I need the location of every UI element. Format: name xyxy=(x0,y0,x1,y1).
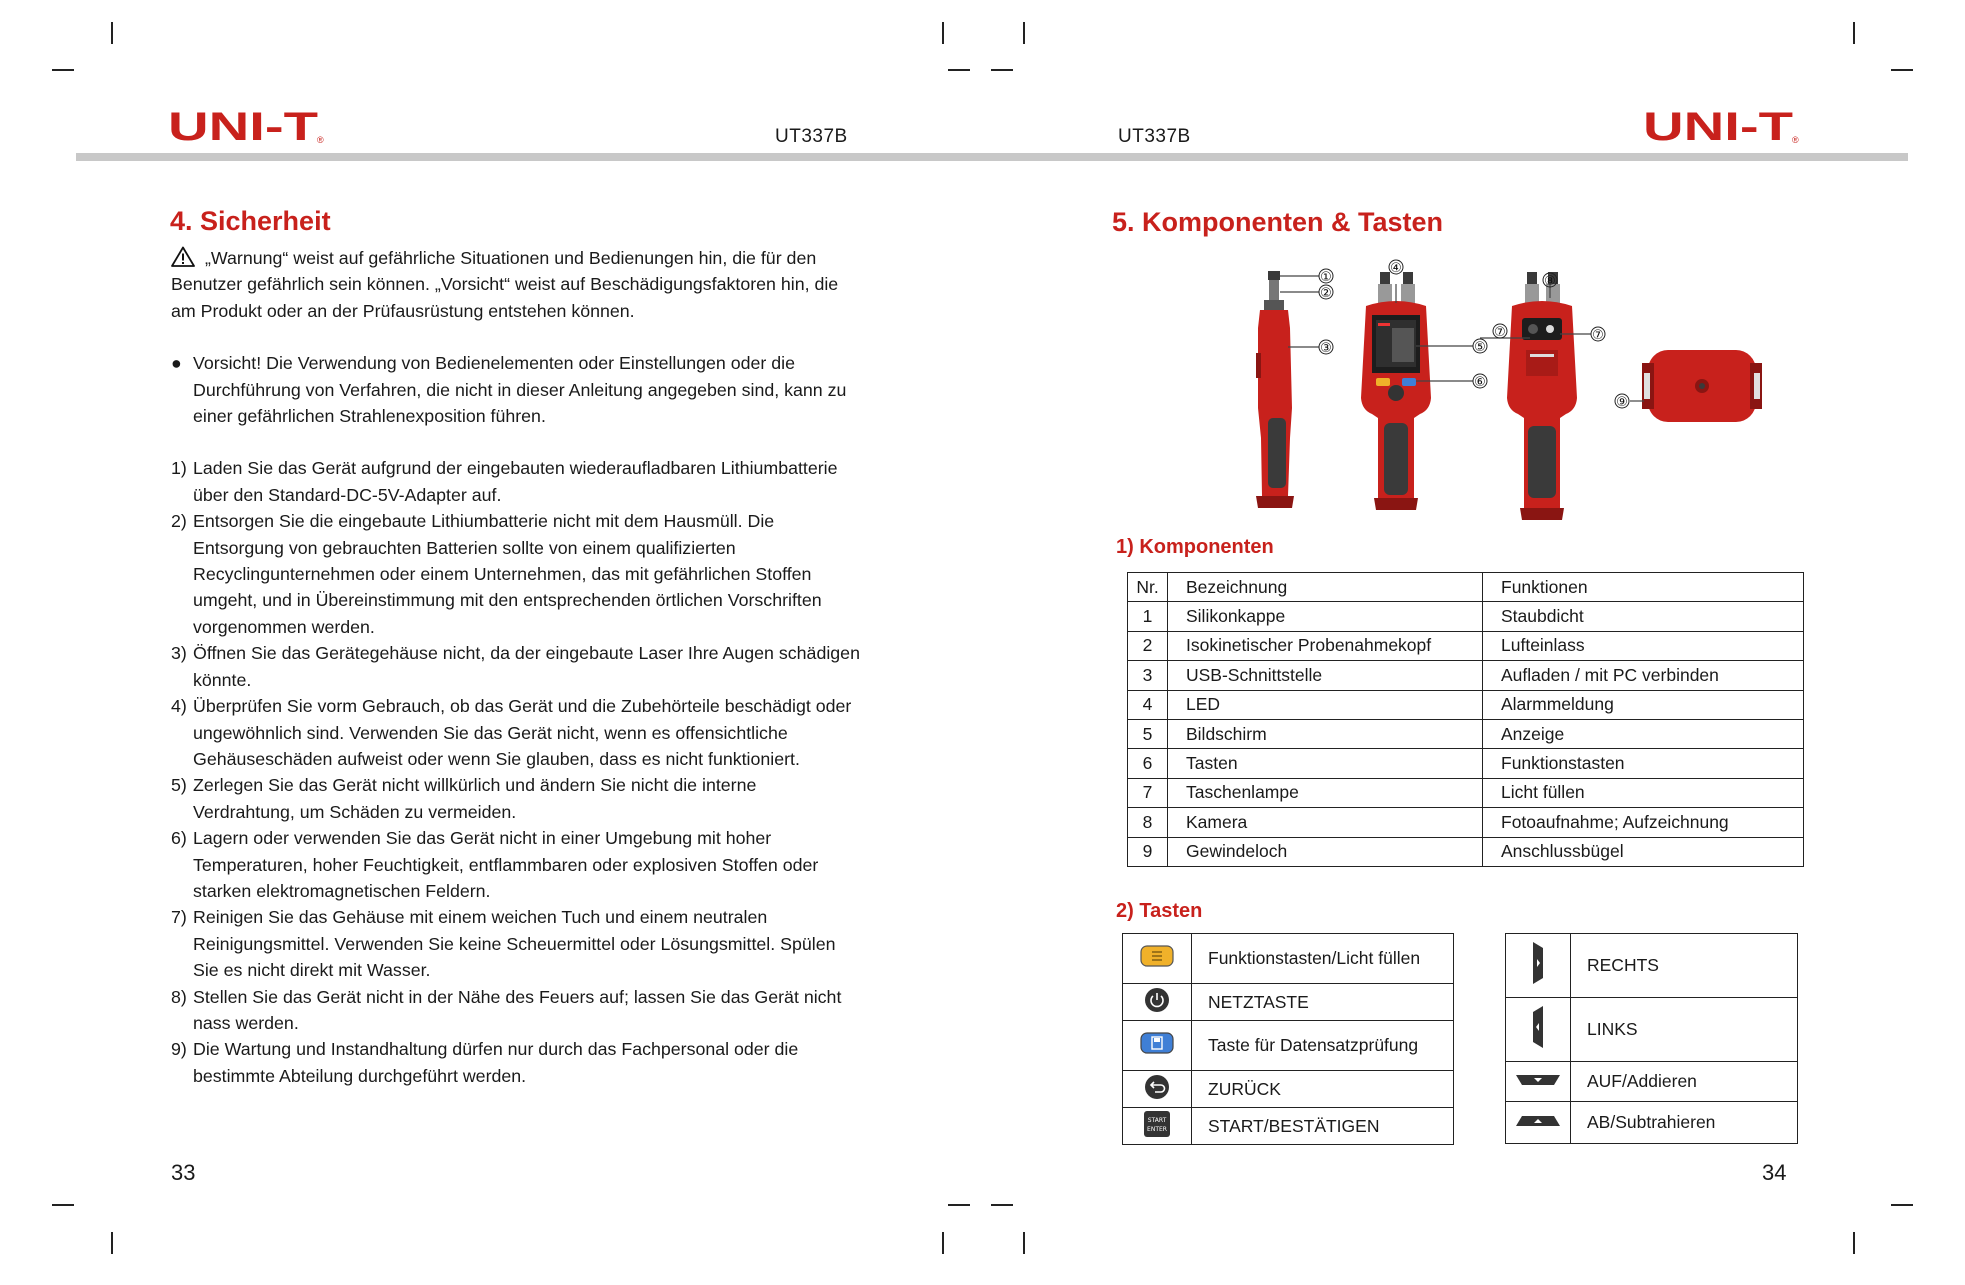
key-icon-cell xyxy=(1506,934,1571,998)
component-name: Taschenlampe xyxy=(1168,778,1483,807)
back-key-icon xyxy=(1144,1074,1170,1100)
crop-mark xyxy=(52,1204,74,1206)
key-row xyxy=(1506,998,1798,1062)
component-function: Licht füllen xyxy=(1483,778,1804,807)
component-number: 5 xyxy=(1128,719,1168,748)
list-item xyxy=(171,1036,861,1089)
data-record-key-icon xyxy=(1140,1032,1174,1054)
component-name: USB-Schnittstelle xyxy=(1168,661,1483,690)
list-item-text: Überprüfen Sie vorm Gebrauch, ob das Gerät und die Zubehörteile beschädigt oder ungewöhnlich sind. Verwenden Sie das Gerät nicht, wenn es offensichtliche Gehäuseschäden aufweist oder wenn Sie glauben, dass es nicht funktioniert. xyxy=(193,696,852,769)
key-label: AB/Subtrahieren xyxy=(1571,1102,1798,1144)
start-enter-key-icon xyxy=(1143,1110,1171,1138)
component-name: Tasten xyxy=(1168,749,1483,778)
component-function: Fotoaufnahme; Aufzeichnung xyxy=(1483,808,1804,837)
svg-text:®: ® xyxy=(317,135,324,144)
list-item-number: 2) xyxy=(171,511,187,532)
left-key-icon xyxy=(1530,1004,1546,1050)
crop-mark xyxy=(111,22,113,44)
list-item-number: 1) xyxy=(171,458,187,479)
intro-text: „Warnung“ weist auf gefährliche Situationen und Bedienungen hin, die für den Benutzer gefährlich sein können. „Vorsicht“ weist auf Beschädigungsfaktoren hin, die am Produkt oder an der Prüfausrüstung entstehen können. xyxy=(171,248,839,321)
component-number: 3 xyxy=(1128,661,1168,690)
callout-label: ⑦ xyxy=(1494,325,1506,340)
power-key-icon xyxy=(1144,987,1170,1013)
component-function: Funktionstasten xyxy=(1483,749,1804,778)
brand-logo xyxy=(168,108,324,144)
callout-label: ⑥ xyxy=(1474,375,1486,390)
list-item-text: Zerlegen Sie das Gerät nicht willkürlich und ändern Sie nicht die interne Verdrahtung, um Schäden zu vermeiden. xyxy=(193,775,757,822)
callout-label: ⑧ xyxy=(1544,274,1556,289)
caution-text: Vorsicht! Die Verwendung von Bedienelementen oder Einstellungen oder die Durchführung von Verfahren, die nicht in dieser Anleitung angegeben sind, kann zu einer gefährlichen Strahlenexposition führen. xyxy=(193,353,847,427)
list-item-number: 9) xyxy=(171,1039,187,1060)
list-item-text: Die Wartung und Instandhaltung dürfen nur durch das Fachpersonal oder die bestimmte Abteilung durchgeführt werden. xyxy=(193,1039,799,1086)
svg-text:UNI-T: UNI-T xyxy=(1643,108,1793,144)
crop-mark xyxy=(1891,1204,1913,1206)
component-number: 1 xyxy=(1128,602,1168,631)
component-function: Lufteinlass xyxy=(1483,631,1804,660)
list-item xyxy=(171,640,861,693)
section-title: 5. Komponenten & Tasten xyxy=(1112,207,1444,237)
list-item-text: Reinigen Sie das Gehäuse mit einem weichen Tuch und einem neutralen Reinigungsmittel. Verwenden Sie keine Scheuermittel oder Lösungsmittel. Spülen Sie es nicht direkt mit Wasser. xyxy=(193,907,836,981)
svg-text:®: ® xyxy=(1792,135,1799,144)
key-row xyxy=(1123,984,1454,1021)
key-label: LINKS xyxy=(1571,998,1798,1062)
component-number: 2 xyxy=(1128,631,1168,660)
list-item xyxy=(171,904,861,983)
list-item-text: Öffnen Sie das Gerätegehäuse nicht, da der eingebaute Laser Ihre Augen schädigen könnte. xyxy=(193,643,860,690)
device-bottom-view xyxy=(1642,350,1762,422)
right-key-icon xyxy=(1530,940,1546,986)
svg-text:UNI-T: UNI-T xyxy=(168,108,318,144)
list-item xyxy=(171,455,861,508)
table-header-row xyxy=(1128,573,1804,602)
list-item-number: 7) xyxy=(171,907,187,928)
key-icon-cell xyxy=(1123,1108,1192,1145)
component-number: 6 xyxy=(1128,749,1168,778)
key-label: RECHTS xyxy=(1571,934,1798,998)
key-label: Funktionstasten/Licht füllen xyxy=(1192,934,1454,984)
crop-mark xyxy=(111,1232,113,1254)
crop-mark xyxy=(1023,22,1025,44)
list-item xyxy=(171,772,861,825)
table-row xyxy=(1128,661,1804,690)
key-row xyxy=(1123,934,1454,984)
component-function: Anschlussbügel xyxy=(1483,837,1804,866)
brand-logo xyxy=(1643,108,1799,144)
component-name: LED xyxy=(1168,690,1483,719)
crop-mark xyxy=(942,1232,944,1254)
crop-mark xyxy=(991,69,1013,71)
product-illustration xyxy=(1230,258,1780,528)
callout-label: ⑦ xyxy=(1592,328,1604,343)
table-row xyxy=(1128,837,1804,866)
components-title: 1) Komponenten xyxy=(1116,536,1274,558)
callout-label: ⑤ xyxy=(1474,340,1486,355)
callout-label: ① xyxy=(1320,270,1332,285)
page-number: 34 xyxy=(1762,1160,1787,1185)
key-icon-cell xyxy=(1506,998,1571,1062)
list-item-number: 3) xyxy=(171,643,187,664)
up-key-icon xyxy=(1515,1073,1561,1087)
table-row xyxy=(1128,719,1804,748)
callout-label: ③ xyxy=(1320,341,1332,356)
key-label: ZURÜCK xyxy=(1192,1071,1454,1108)
component-name: Bildschirm xyxy=(1168,719,1483,748)
keys-table-right xyxy=(1505,933,1798,1144)
key-row xyxy=(1123,1108,1454,1145)
down-key-icon xyxy=(1515,1114,1561,1128)
table-row xyxy=(1128,602,1804,631)
crop-mark xyxy=(1853,1232,1855,1254)
key-icon-cell xyxy=(1123,1021,1192,1071)
model-label: UT337B xyxy=(1118,126,1191,147)
component-name: Isokinetischer Probenahmekopf xyxy=(1168,631,1483,660)
device-back-view xyxy=(1507,272,1577,520)
crop-mark xyxy=(948,69,970,71)
caution-bullet xyxy=(171,350,861,429)
key-icon-cell xyxy=(1506,1102,1571,1144)
warning-intro xyxy=(171,245,861,324)
table-row xyxy=(1128,778,1804,807)
header-func: Funktionen xyxy=(1483,573,1804,602)
crop-mark xyxy=(1891,69,1913,71)
crop-mark xyxy=(1853,22,1855,44)
header-rule xyxy=(76,153,1908,161)
list-item-text: Entsorgen Sie die eingebaute Lithiumbatterie nicht mit dem Hausmüll. Die Entsorgung von gebrauchten Batterien sollte von einem qualifizierten Recyclingunternehmen oder einem Unternehmen, das mit gefährlichen Stoffen umgeht, und in Übereinstimmung mit den entsprechenden örtlichen Vorschriften vorgenommen werden. xyxy=(193,511,822,637)
component-number: 8 xyxy=(1128,808,1168,837)
list-item-number: 5) xyxy=(171,775,187,796)
page-number: 33 xyxy=(171,1160,196,1185)
component-name: Gewindeloch xyxy=(1168,837,1483,866)
key-label: AUF/Addieren xyxy=(1571,1062,1798,1102)
key-row xyxy=(1506,1102,1798,1144)
list-item xyxy=(171,984,861,1037)
key-icon-cell xyxy=(1123,984,1192,1021)
header-nr: Nr. xyxy=(1128,573,1168,602)
list-item xyxy=(171,693,861,772)
key-icon-cell xyxy=(1123,1071,1192,1108)
device-side-view xyxy=(1256,271,1294,508)
table-row xyxy=(1128,690,1804,719)
table-row xyxy=(1128,808,1804,837)
list-item-number: 4) xyxy=(171,696,187,717)
component-name: Kamera xyxy=(1168,808,1483,837)
list-item-text: Stellen Sie das Gerät nicht in der Nähe des Feuers auf; lassen Sie das Gerät nicht nass werden. xyxy=(193,986,842,1033)
crop-mark xyxy=(991,1204,1013,1206)
safety-text xyxy=(171,245,861,1089)
key-icon-cell xyxy=(1123,934,1192,984)
keys-title: 2) Tasten xyxy=(1116,900,1203,922)
device-front-view xyxy=(1361,272,1431,510)
list-item xyxy=(171,508,861,640)
svg-text:START: START xyxy=(1147,1116,1167,1124)
crop-mark xyxy=(948,1204,970,1206)
list-item-text: Laden Sie das Gerät aufgrund der eingebauten wiederaufladbaren Lithiumbatterie über den Standard-DC-5V-Adapter auf. xyxy=(193,458,838,505)
component-function: Staubdicht xyxy=(1483,602,1804,631)
bullet-dot: ● xyxy=(171,353,182,374)
key-icon-cell xyxy=(1506,1062,1571,1102)
component-function: Aufladen / mit PC verbinden xyxy=(1483,661,1804,690)
safety-list xyxy=(171,455,861,1089)
component-number: 4 xyxy=(1128,690,1168,719)
component-number: 9 xyxy=(1128,837,1168,866)
crop-mark xyxy=(942,22,944,44)
list-item-number: 8) xyxy=(171,986,187,1007)
function-light-key-icon xyxy=(1140,945,1174,967)
key-label: NETZTASTE xyxy=(1192,984,1454,1021)
section-title: 4. Sicherheit xyxy=(170,206,331,236)
components-table xyxy=(1127,572,1804,867)
key-row xyxy=(1506,1062,1798,1102)
crop-mark xyxy=(52,69,74,71)
list-item-text: Lagern oder verwenden Sie das Gerät nicht in einer Umgebung mit hoher Temperaturen, hoher Feuchtigkeit, entflammbaren oder explosiven Stoffen oder starken elektromagnetischen Feldern. xyxy=(193,828,819,901)
component-name: Silikonkappe xyxy=(1168,602,1483,631)
crop-mark xyxy=(1023,1232,1025,1254)
callout-label: ⑨ xyxy=(1616,395,1628,410)
header-name: Bezeichnung xyxy=(1168,573,1483,602)
key-row xyxy=(1506,934,1798,998)
callout-label: ② xyxy=(1320,286,1332,301)
warning-triangle-icon xyxy=(171,246,195,267)
model-label: UT337B xyxy=(775,126,848,147)
component-function: Anzeige xyxy=(1483,719,1804,748)
table-row xyxy=(1128,631,1804,660)
table-row xyxy=(1128,749,1804,778)
list-item xyxy=(171,825,861,904)
callout-label: ④ xyxy=(1390,261,1402,276)
keys-table-left xyxy=(1122,933,1454,1145)
component-number: 7 xyxy=(1128,778,1168,807)
key-label: START/BESTÄTIGEN xyxy=(1192,1108,1454,1145)
key-row xyxy=(1123,1021,1454,1071)
svg-text:ENTER: ENTER xyxy=(1147,1125,1167,1133)
component-function: Alarmmeldung xyxy=(1483,690,1804,719)
list-item-number: 6) xyxy=(171,828,187,849)
key-label: Taste für Datensatzprüfung xyxy=(1192,1021,1454,1071)
key-row xyxy=(1123,1071,1454,1108)
